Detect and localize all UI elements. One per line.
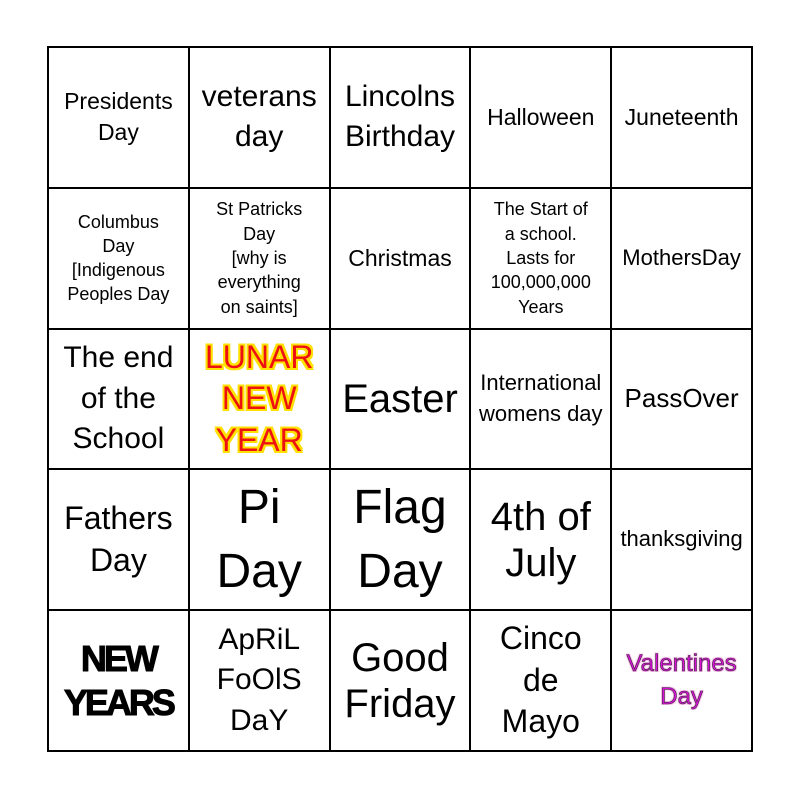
- cell-label: Flag Day: [353, 481, 447, 598]
- cell-label: LUNAR NEW YEAR: [204, 338, 314, 458]
- cell-label: Cinco de Mayo: [499, 620, 582, 740]
- bingo-cell-easter[interactable]: [330, 329, 471, 470]
- cell-label: thanksgiving: [620, 526, 743, 552]
- cell-label: The end of the School: [63, 341, 174, 456]
- cell-label: Pi Day: [216, 481, 302, 598]
- bingo-cell-cinco-de-mayo[interactable]: [470, 610, 611, 751]
- cell-label: Halloween: [487, 103, 595, 130]
- bingo-board: [47, 46, 753, 752]
- bingo-cell-end-of-school[interactable]: [48, 329, 189, 470]
- cell-label: The Start of a school. Lasts for 100,000,000 Years: [490, 199, 591, 317]
- bingo-cell-new-years[interactable]: [48, 610, 189, 751]
- cell-label: Christmas: [348, 244, 452, 271]
- bingo-cell-christmas[interactable]: [330, 188, 471, 329]
- bingo-cell-pi-day[interactable]: [189, 469, 330, 610]
- cell-label: Easter: [342, 376, 458, 421]
- cell-label: Columbus Day [Indigenous Peoples Day: [67, 211, 170, 305]
- cell-label: Juneteenth: [624, 103, 739, 130]
- cell-label: ApRiL FoOlS DaY: [216, 622, 302, 737]
- cell-label: Good Friday: [344, 635, 456, 726]
- cell-label: MothersDay: [622, 244, 741, 270]
- bingo-cell-4th-of-july[interactable]: [470, 469, 611, 610]
- cell-label: St Patricks Day [why is everything on saints]: [216, 199, 303, 317]
- bingo-cell-international-womens-day[interactable]: [470, 329, 611, 470]
- bingo-cell-lincolns-birthday[interactable]: [330, 47, 471, 188]
- bingo-cell-flag-day[interactable]: [330, 469, 471, 610]
- cell-label: 4th of July: [490, 494, 591, 585]
- bingo-cell-april-fools-day[interactable]: [189, 610, 330, 751]
- cell-label: Presidents Day: [64, 88, 173, 146]
- bingo-cell-columbus-day[interactable]: [48, 188, 189, 329]
- bingo-cell-presidents-day[interactable]: [48, 47, 189, 188]
- cell-label: International womens day: [479, 370, 603, 426]
- bingo-cell-veterans-day[interactable]: [189, 47, 330, 188]
- bingo-cell-juneteenth[interactable]: [611, 47, 752, 188]
- bingo-cell-start-of-school[interactable]: [470, 188, 611, 329]
- bingo-cell-valentines-day[interactable]: [611, 610, 752, 751]
- bingo-cell-passover[interactable]: [611, 329, 752, 470]
- bingo-cell-halloween[interactable]: [470, 47, 611, 188]
- cell-label: Lincolns Birthday: [344, 79, 456, 154]
- bingo-cell-fathers-day[interactable]: [48, 469, 189, 610]
- bingo-cell-thanksgiving[interactable]: [611, 469, 752, 610]
- bingo-cell-mothers-day[interactable]: [611, 188, 752, 329]
- cell-label: Fathers Day: [64, 500, 173, 578]
- bingo-cell-lunar-new-year[interactable]: [189, 329, 330, 470]
- bingo-cell-st-patricks-day[interactable]: [189, 188, 330, 329]
- cell-label: NEW YEARS: [63, 638, 173, 723]
- cell-label: PassOver: [624, 383, 739, 414]
- cell-label: veterans day: [201, 79, 317, 154]
- cell-label: Valentines Day: [626, 650, 737, 710]
- bingo-cell-good-friday[interactable]: [330, 610, 471, 751]
